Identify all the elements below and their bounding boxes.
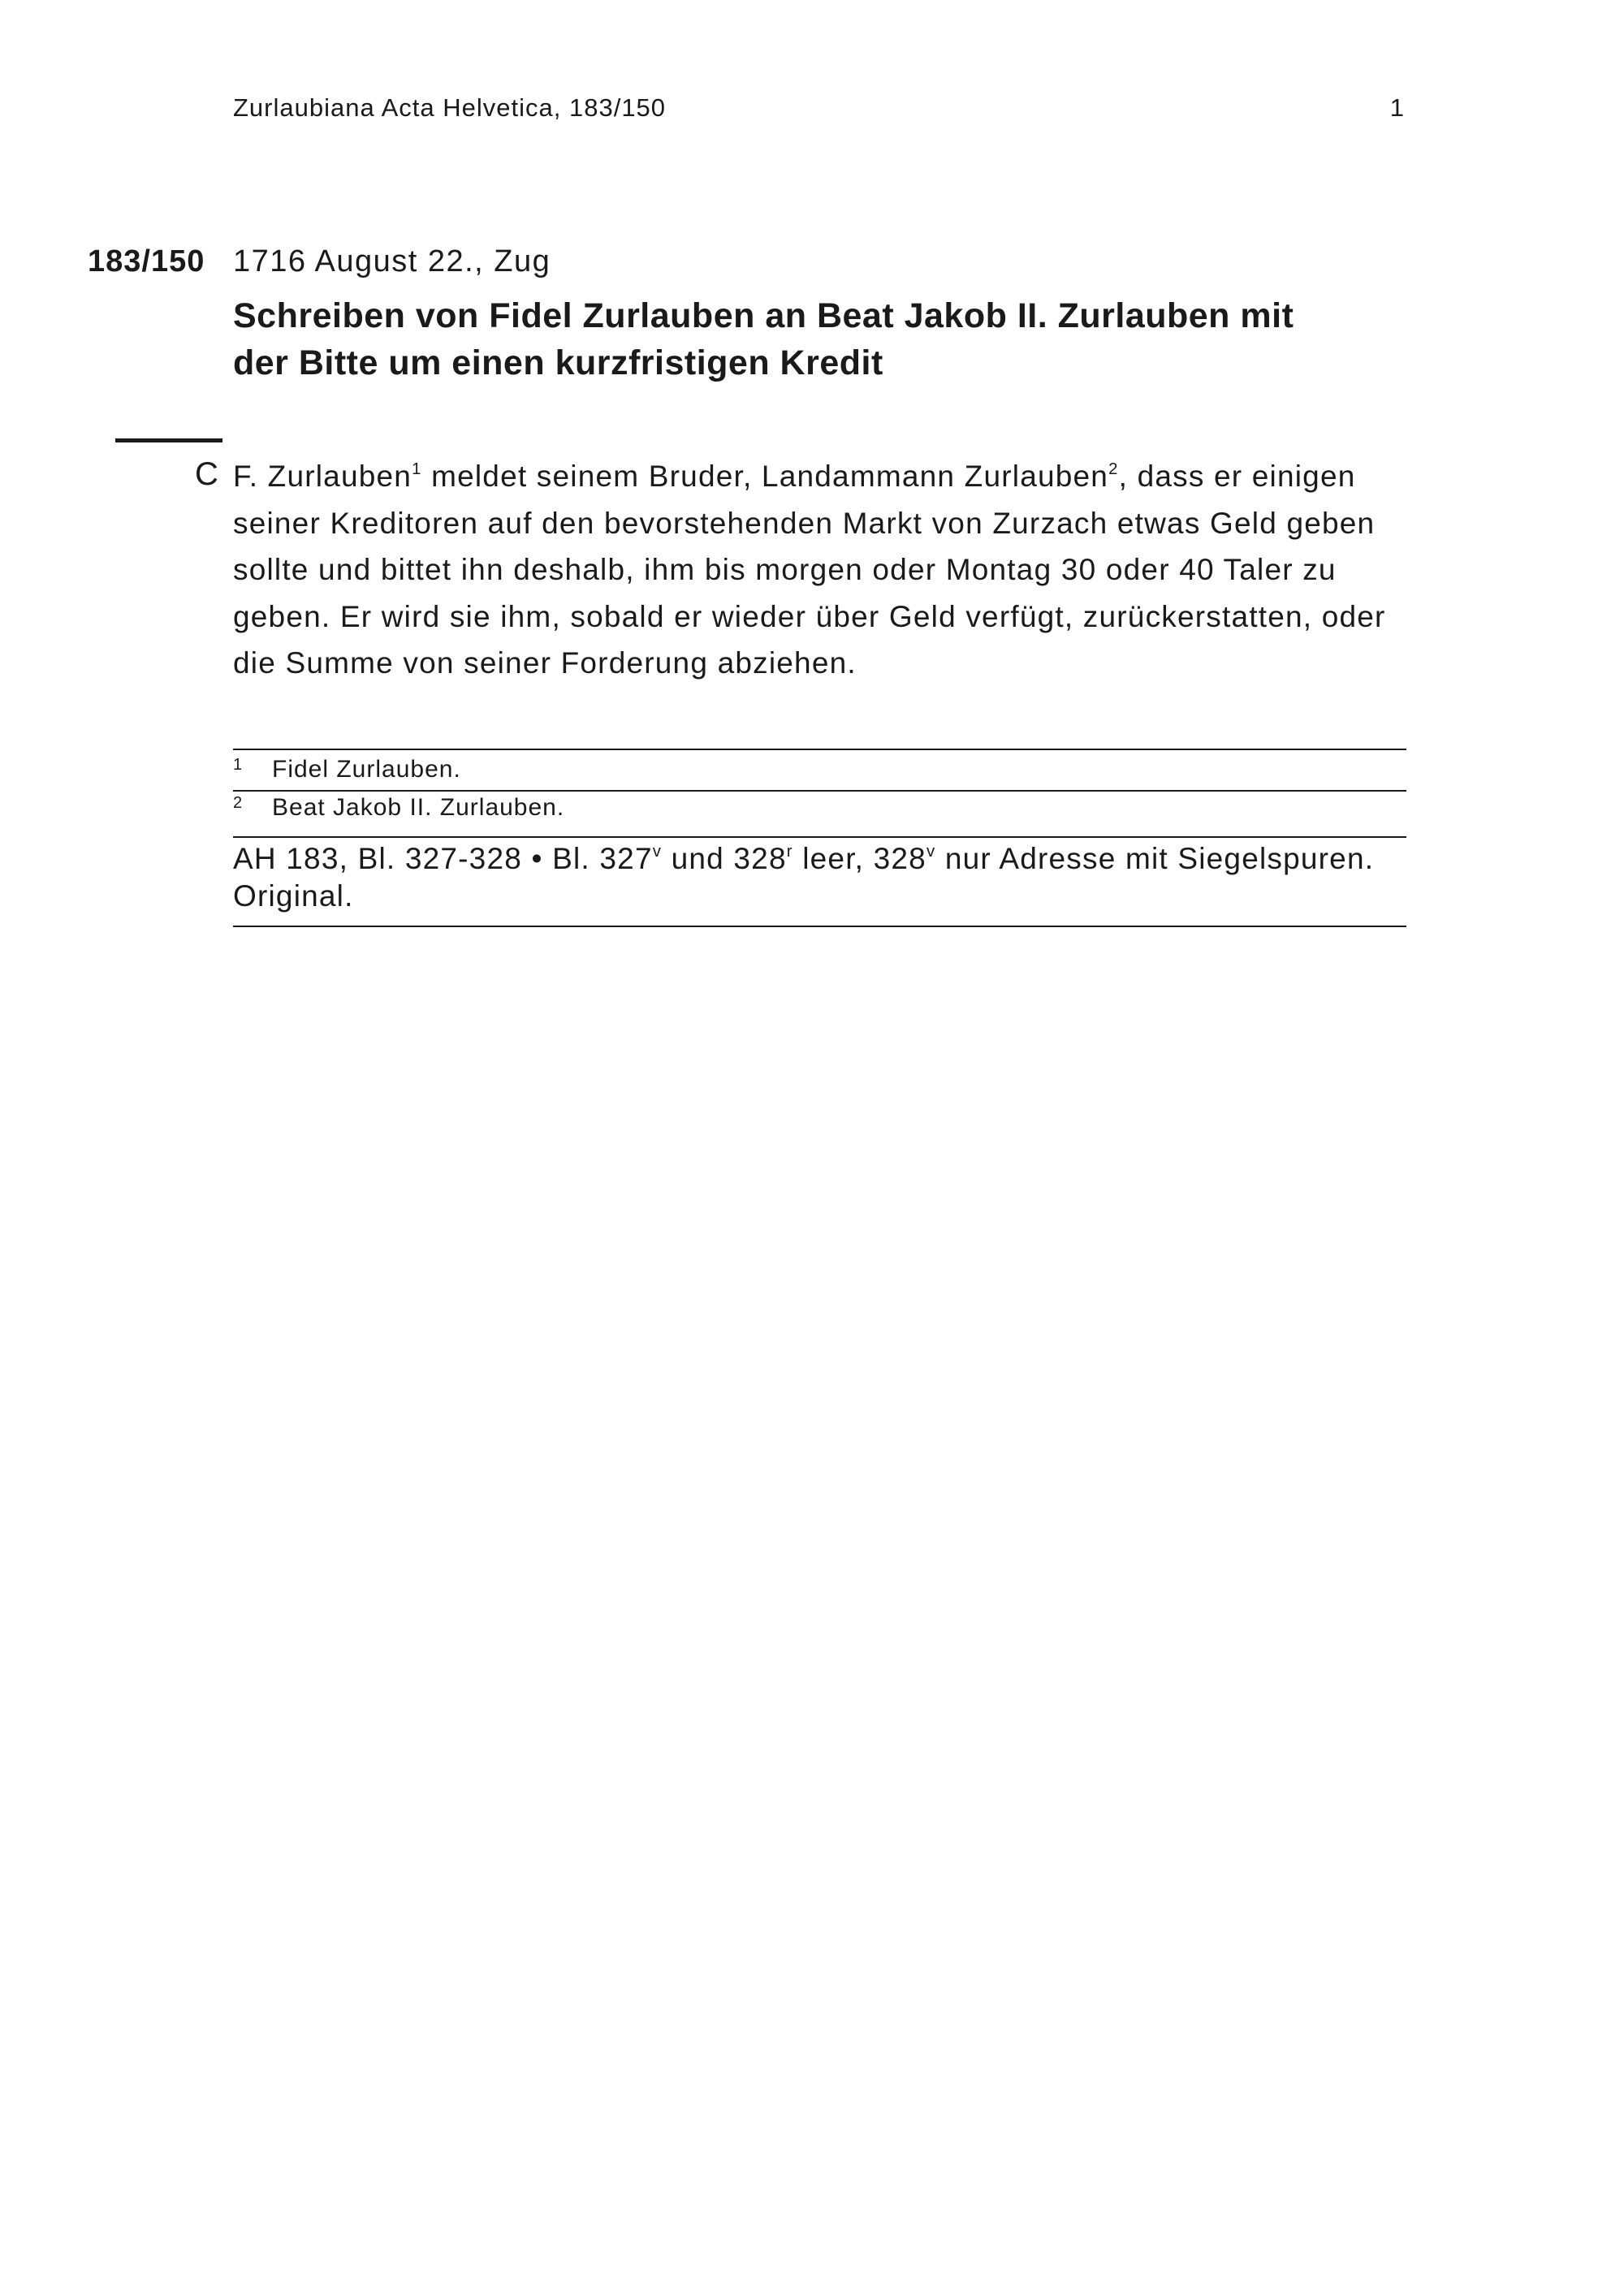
footnote-ref-1: 1 (412, 460, 422, 478)
document-title (233, 292, 1386, 386)
regest-text-1: F. Zurlauben (233, 460, 412, 493)
page-number: 1 (1389, 93, 1405, 122)
source-top-rule (233, 836, 1406, 838)
document-number: 183/150 (88, 244, 205, 278)
regest-text-2: meldet seinem Bruder, Landammann Zurlauben (421, 460, 1109, 493)
running-header (233, 92, 1405, 124)
margin-letter: C (195, 456, 218, 492)
document-title-line-1: Schreiben von Fidel Zurlauben an Beat Jakob II. Zurlauben mit (233, 296, 1294, 335)
source-sup-2: r (786, 842, 793, 861)
source-sup-3: v (926, 842, 936, 861)
source-original: Original. (233, 879, 354, 913)
regest-text-3: , dass er einigen seiner Kreditoren auf den bevorstehenden Markt von Zurzach etwas Geld geben sollte und bittet ihn deshalb, ihm bis morgen oder Montag 30 oder 40 Taler zu geben. Er wird sie ihm, sobald er wieder über Geld verfügt, zurückerstatten, oder die Summe von seiner Forderung abziehen. (233, 460, 1386, 680)
source-bottom-rule (233, 926, 1406, 927)
running-header-title: Zurlaubiana Acta Helvetica, 183/150 (233, 93, 667, 122)
document-title-line-2: der Bitte um einen kurzfristigen Kredit (233, 343, 883, 382)
source-note (233, 840, 1406, 915)
regest-paragraph (233, 453, 1406, 687)
footnote-mark-1: 1 (233, 756, 244, 774)
footnote-text-1: Fidel Zurlauben. (272, 756, 461, 783)
margin-rule (115, 438, 222, 442)
footnote-text-2: Beat Jakob II. Zurlauben. (272, 794, 565, 821)
source-text-1: AH 183, Bl. 327-328 • Bl. 327 (233, 842, 653, 875)
source-text-2: und 328 (662, 842, 787, 875)
source-text-4: nur Adresse mit Siegelspuren. (935, 842, 1375, 875)
source-text-3: leer, 328 (793, 842, 926, 875)
footnote-top-rule (233, 749, 1406, 750)
footnote-ref-2: 2 (1108, 460, 1119, 478)
footnote-divider (233, 790, 1406, 792)
document-date-place: 1716 August 22., Zug (233, 244, 551, 278)
source-sup-1: v (652, 842, 663, 861)
footnote-mark-2: 2 (233, 794, 244, 812)
